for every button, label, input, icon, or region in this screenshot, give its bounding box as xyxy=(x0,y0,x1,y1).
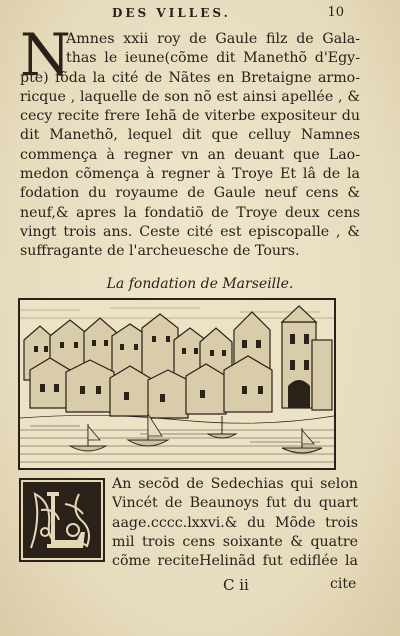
text-line: cecy recite frere Iehã de viterbe expositeur du xyxy=(20,108,360,125)
text-line: dit Manethõ, lequel dit que celluy Namnes xyxy=(20,127,360,144)
text-line: medon cõmença à regner à Troye Et lâ de la xyxy=(20,166,360,183)
text-line: suffragante de l'archeuesche de Tours. xyxy=(20,243,300,260)
text-line: vingt trois ans. Ceste cité est episcopalle , & xyxy=(20,223,360,240)
text-line: Vincét de Beaunoys fut du quart xyxy=(112,495,358,512)
text-line: ricque , laquelle de son nõ est ainsi apellée , & xyxy=(20,88,360,105)
marseille-woodcut-illustration xyxy=(18,298,336,470)
catchword: cite xyxy=(330,576,357,592)
text-line: aage.cccc.lxxvi.& du Mõde trois xyxy=(112,514,358,531)
running-title: DES VILLES. xyxy=(112,6,231,20)
text-line: Amnes xxii roy de Gaule filz de Gala- xyxy=(66,31,360,47)
text-line: mil trois cens soixante & quatre xyxy=(112,533,358,550)
text-line: commença à regner vn an deuant que Lao- xyxy=(20,146,360,163)
signature-mark: C ii xyxy=(223,576,249,594)
text-line: neuf,& apres la fondatiõ de Troye deux cens xyxy=(20,204,360,221)
paragraph-namnes xyxy=(20,30,360,262)
text-line: cõme reciteHelinãd fut ediflée la xyxy=(112,553,358,570)
folio-number: 10 xyxy=(327,5,344,20)
section-heading: La fondation de Marseille. xyxy=(106,276,294,292)
text-line: thas le ieune(cõme dit Manethõ d'Egy- xyxy=(66,50,360,67)
page-footer xyxy=(0,576,400,596)
text-line: pte) fõda la cité de Nãtes en Bretaigne armo- xyxy=(20,69,360,86)
text-line: An secõd de Sedechias qui selon xyxy=(112,476,358,492)
text-line: fodation du royaume de Gaule neuf cens & xyxy=(20,185,360,202)
initial-letter: N xyxy=(20,21,71,89)
paragraph-marseille xyxy=(112,475,358,571)
decorated-initial-l xyxy=(19,478,105,562)
